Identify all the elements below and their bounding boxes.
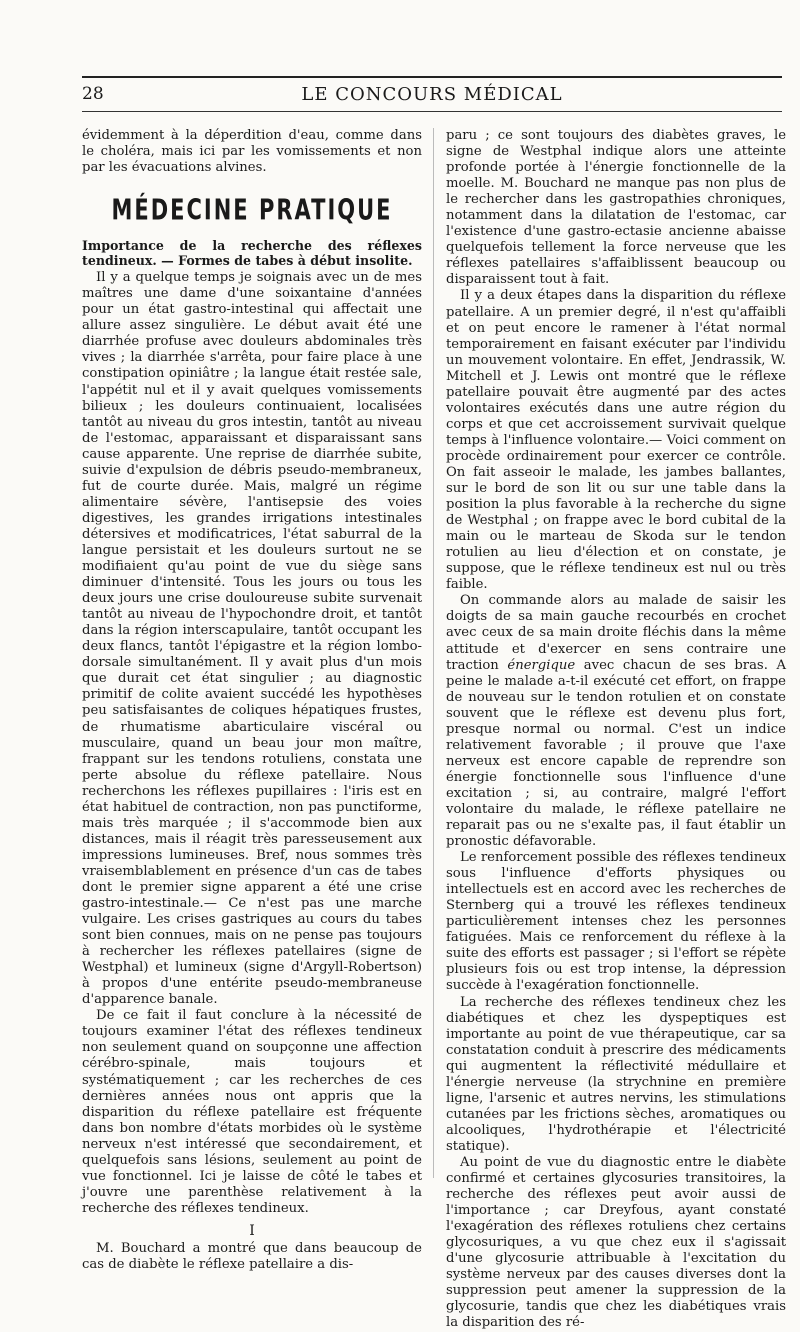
- column-divider: [433, 128, 434, 1178]
- paragraph: Le renforcement possible des réflexes tendineux sous l'influence d'efforts physiques ou intellectuels est en accord avec les recherches de Sternberg qui a trouvé les réflexes tendineux particulièrement intenses chez les personnes fatiguées. Mais ce renforcement du réflexe à la suite des efforts est passager ; si l'effort se répète plusieurs fois ou est trop intense, la dépression succède à l'exagération fonctionnelle.: [446, 850, 786, 994]
- paragraph: De ce fait il faut conclure à la nécessité de toujours examiner l'état des réflexes tendineux non seulement quand on soupçonne une affection cérébro-spinale, mais toujours et systématiquement ; car les recherches de ces dernières années nous ont appris que la disparition du réflexe patellaire est fréquente dans bon nombre d'états morbides où le système nerveux n'est intéressé que secondairement, et quelquefois sans lésions, seulement au point de vue fonctionnel. Ici je laisse de côté le tabes et j'ouvre une parenthèse relativement à la recherche des réflexes tendineux.: [82, 1008, 422, 1216]
- paragraph: Au point de vue du diagnostic entre le diabète confirmé et certaines glycosuries transitoires, la recherche des réflexes peut avoir aussi de l'importance ; car Dreyfous, ayant constaté l'exagération des réflexes rotuliens chez certains glycosuriques, a vu que chez eux il s'agissait d'une glycosurie attribuable à l'excitation du système nerveux par des causes diverses dont la suppression peut amener la suppression de la glycosurie, tandis que chez les diabétiques vrais la disparition des ré-: [446, 1155, 786, 1331]
- header-bottom-rule: [82, 111, 782, 112]
- paragraph: paru ; ce sont toujours des diabètes graves, le signe de Westphal indique alors une atteinte profonde portée à l'énergie fonctionnelle de la moelle. M. Bouchard ne manque pas non plus de le rechercher dans les gastropathies chroniques, notamment dans la dilatation de l'estomac, car l'existence d'une gastro-ectasie ancienne abaisse quelquefois tellement la force nerveuse que les réflexes patellaires s'affaiblissent beaucoup ou disparaissent tout à fait.: [446, 128, 786, 288]
- header-top-rule: [82, 76, 782, 78]
- paragraph: Il y a quelque temps je soignais avec un de mes maîtres une dame d'une soixantaine d'années pour un état gastro-intestinal qui affectait une allure assez singulière. Le début avait été une diarrhée profuse avec douleurs abdominales très vives ; la diarrhée s'arrêta, pour faire place à une constipation opiniâtre ; la langue était restée sale, l'appétit nul et il y avait quelques vomissements bilieux ; les douleurs continuaient, localisées tantôt au niveau du gros intestin, tantôt au niveau de l'estomac, apparaissant et disparaissant sans cause apparente. Une reprise de diarrhée subite, suivie d'expulsion de débris pseudo-membraneux, fut de courte durée. Mais, malgré un régime alimentaire sévère, l'antisepsie des voies digestives, les grandes irrigations intestinales détersives et modificatrices, l'état saburral de la langue persistait et les douleurs surtout ne se modifiaient qu'au point de vue du siège sans diminuer d'intensité. Tous les jours ou tous les deux jours une crise douloureuse subite survenait tantôt au niveau de l'hypochondre droit, et tantôt dans la région interscapulaire, tantôt occupant les deux flancs, tantôt l'épigastre et la région lombo-dorsale simultanément. Il y avait plus d'un mois que durait cet état singulier ; au diagnostic primitif de colite avaient succédé les hypothèses peu satisfaisantes de coliques hépatiques frustes, de rhumatisme abarticulaire viscéral ou musculaire, quand un beau jour mon maître, frappant sur les tendons rotuliens, constata une perte absolue du réflexe patellaire. Nous recherchons les réflexes pupillaires : l'iris est en état habituel de contraction, non pas punctiforme, mais très marquée ; il s'accommode bien aux distances, mais il réagit très paresseusement aux impressions lumineuses. Bref, nous sommes très vraisemblablement en présence d'un cas de tabes dont le premier signe apparent a été une crise gastro-intestinale.— Ce n'est pas une marche vulgaire. Les crises gastriques au cours du tabes sont bien connues, mais on ne pense pas toujours à rechercher les réflexes patellaires (signe de Westphal) et lumineux (signe d'Argyll-Robertson) à propos d'une entérite pseudo-membraneuse d'apparence banale.: [82, 270, 422, 1008]
- paragraph-text: avec chacun de ses bras. A peine le malade a-t-il exécuté cet effort, on frappe de nouveau sur le tendon rotulien et on constate souvent que le réflexe est devenu plus fort, presque normal ou normal. C'est un indice relativement favorable ; il prouve que l'axe nerveux est encore capable de reprendre son énergie fonctionnelle sous l'influence d'une excitation ; si, au contraire, malgré l'effort volontaire du malade, le réflexe patellaire ne reparait pas ou ne s'exalte pas, il faut établir un pronostic défavorable.: [446, 657, 786, 850]
- right-column: [446, 128, 786, 1331]
- section-heading: MÉDECINE PRATIQUE: [111, 193, 393, 227]
- page-header: [82, 80, 782, 106]
- paragraph: [446, 593, 786, 850]
- journal-title: LE CONCOURS MÉDICAL: [301, 84, 563, 105]
- paragraph: M. Bouchard a montré que dans beaucoup de cas de diabète le réflexe patellaire a dis-: [82, 1241, 422, 1273]
- left-column: [82, 128, 422, 1273]
- page-number: 28: [82, 84, 104, 104]
- opening-paragraph: évidemment à la déperdition d'eau, comme dans le choléra, mais ici par les vomissements et non par les évacuations alvines.: [82, 128, 422, 176]
- emphasis-text: énergique: [507, 657, 576, 673]
- section-number: I: [249, 1222, 255, 1239]
- paragraph-text: On commande alors au malade de saisir les doigts de sa main gauche recourbés en crochet avec ceux de sa main droite fléchis dans la même attitude et d'exercer en sens contraire une traction: [446, 593, 786, 673]
- paragraph: Il y a deux étapes dans la disparition du réflexe patellaire. A un premier degré, il n'est qu'affaibli et on peut encore le ramener à l'état normal temporairement en faisant exécuter par l'individu un mouvement volontaire. En effet, Jendrassik, W. Mitchell et J. Lewis ont montré que le réflexe patellaire pouvait être augmenté par des actes volontaires exécutés dans une autre région du corps et que cet accroissement survivait quelque temps à l'influence volontaire.— Voici comment on procède ordinairement pour exercer ce contrôle. On fait asseoir le malade, les jambes ballantes, sur le bord de son lit ou sur une table dans la position la plus favorable à la recherche du signe de Westphal ; on frappe avec le bord cubital de la main ou le marteau de Skoda sur le tendon rotulien au lieu d'élection et on constate, je suppose, que le réflexe tendineux est nul ou très faible.: [446, 288, 786, 593]
- paragraph: La recherche des réflexes tendineux chez les diabétiques et chez les dyspeptiques est importante au point de vue thérapeutique, car sa constatation conduit à prescrire des médicaments qui augmentent la réflectivité médullaire et l'énergie nerveuse (la strychnine en première ligne, l'arsenic et autres nervins, les stimulations cutanées par les frictions sèches, aromatiques ou alcooliques, l'hydrothérapie et l'électricité statique).: [446, 994, 786, 1154]
- article-title: Importance de la recherche des réflexes tendineux. — Formes de tabes à début insolite.: [82, 238, 422, 269]
